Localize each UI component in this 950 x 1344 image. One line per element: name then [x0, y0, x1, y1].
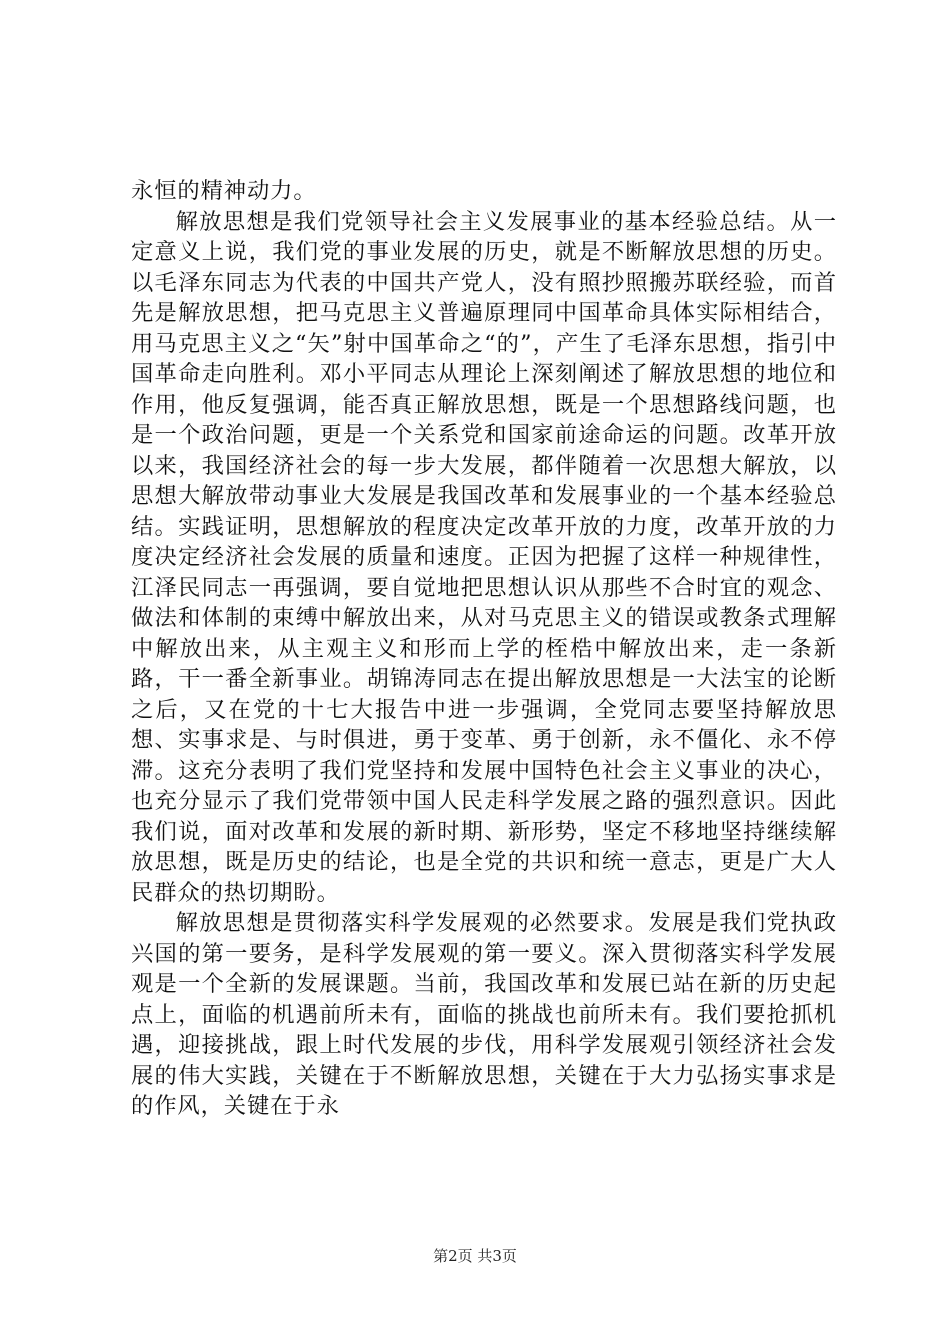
paragraph-continuation: 永恒的精神动力。 [131, 178, 317, 204]
document-body [131, 176, 837, 1122]
paragraph-liberation-experience: 解放思想是我们党领导社会主义发展事业的基本经验总结。从一定意义上说，我们党的事业发展的历史，就是不断解放思想的历史。以毛泽东同志为代表的中国共产党人，没有照抄照搬苏联经验，而首先是解放思想，把马克思主义普遍原理同中国革命具体实际相结合，用马克思主义之“矢”射中国革命之“的”，产生了毛泽东思想，指引中国革命走向胜利。邓小平同志从理论上深刻阐述了解放思想的地位和作用，他反复强调，能否真正解放思想，既是一个思想路线问题，也是一个政治问题，更是一个关系党和国家前途命运的问题。改革开放以来，我国经济社会的每一步大发展，都伴随着一次思想大解放，以思想大解放带动事业大发展是我国改革和发展事业的一个基本经验总结。实践证明，思想解放的程度决定改革开放的力度，改革开放的力度决定经济社会发展的质量和速度。正因为把握了这样一种规律性，江泽民同志一再强调，要自觉地把思想认识从那些不合时宜的观念、做法和体制的束缚中解放出来，从对马克思主义的错误或教条式理解中解放出来，从主观主义和形而上学的桎梏中解放出来，走一条新路，干一番全新事业。胡锦涛同志在提出解放思想是一大法宝的论断之后，又在党的十七大报告中进一步强调，全党同志要坚持解放思想、实事求是、与时俱进，勇于变革、勇于创新，永不僵化、永不停滞。这充分表明了我们党坚持和发展中国特色社会主义事业的决心，也充分显示了我们党带领中国人民走科学发展之路的强烈意识。因此我们说，面对改革和发展的新时期、新形势，坚定不移地坚持继续解放思想，既是历史的结论，也是全党的共识和统一意志，更是广大人民群众的热切期盼。 [131, 208, 837, 906]
page-footer: 第2页 共3页 [433, 1247, 517, 1265]
paragraph-scientific-development: 解放思想是贯彻落实科学发展观的必然要求。发展是我们党执政兴国的第一要务，是科学发展观的第一要义。深入贯彻落实科学发展观是一个全新的发展课题。当前，我国改革和发展已站在新的历史起点上，面临的机遇前所未有，面临的挑战也前所未有。我们要抢抓机遇，迎接挑战，跟上时代发展的步伐，用科学发展观引领经济社会发展的伟大实践，关键在于不断解放思想，关键在于大力弘扬实事求是的作风，关键在于永 [131, 910, 837, 1119]
